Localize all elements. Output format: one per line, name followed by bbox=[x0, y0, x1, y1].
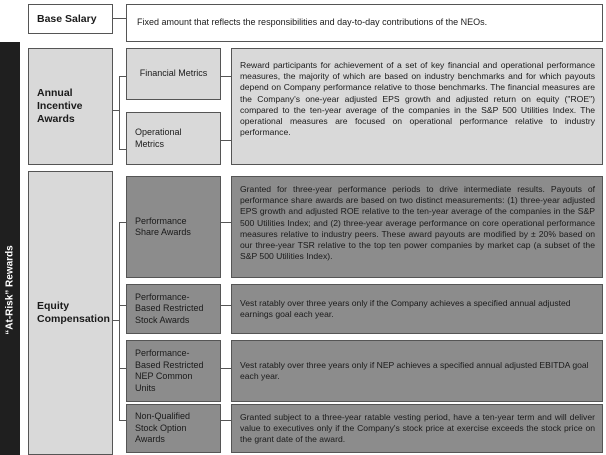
base-salary-title: Base Salary bbox=[37, 12, 97, 25]
stock-option-awards-description: Granted subject to a three-year ratable vesting period, have a ten-year term and will deliver value to executives only if the Company's stock price at exercise exceeds the stock price on the grant date of the award. bbox=[240, 411, 595, 445]
nep-common-units-box bbox=[126, 340, 221, 402]
restricted-stock-awards-label-3: Stock Awards bbox=[135, 314, 190, 325]
at-risk-rewards-label: “At-Risk” Rewards bbox=[4, 245, 16, 335]
base-salary-description-box bbox=[126, 4, 603, 42]
annual-incentive-title-2: Incentive bbox=[37, 100, 83, 112]
nep-common-units-label-1: Performance- bbox=[135, 348, 190, 358]
stock-option-awards-box bbox=[126, 404, 221, 453]
connector-base-salary bbox=[113, 18, 126, 19]
connector-ai-financial bbox=[119, 76, 126, 77]
equity-compensation-title-1: Equity bbox=[37, 300, 70, 312]
operational-metrics-box bbox=[126, 112, 221, 165]
nep-common-units-label-3: NEP Common bbox=[135, 371, 193, 381]
stock-option-awards-label-3: Awards bbox=[135, 434, 165, 445]
annual-incentive-description: Reward participants for achievement of a set of key financial and operational performance measures, the majority of which are based on industry benchmarks and for which payouts depend on Company performance relative to those benchmarks. The financial measures are the Company's one-year adjusted EPS growth and adjusted return on equity ("ROE") compared to the ten-year average of the companies in the S&P 500 Utilities Index. The operational measures are focused on operational performance relative to industry performance. bbox=[240, 60, 595, 138]
connector-eq-stub bbox=[113, 320, 119, 321]
connector-operational-desc bbox=[221, 140, 231, 141]
at-risk-rewards-bar bbox=[0, 42, 20, 455]
stock-option-awards-description-box bbox=[231, 404, 603, 453]
base-salary-box bbox=[28, 4, 113, 34]
performance-share-awards-description-box bbox=[231, 176, 603, 278]
stock-option-awards-label-2: Stock Option bbox=[135, 422, 187, 433]
restricted-stock-awards-box bbox=[126, 284, 221, 334]
performance-share-awards-box bbox=[126, 176, 221, 278]
annual-incentive-title-3: Awards bbox=[37, 113, 75, 125]
nep-common-units-label-2: Based Restricted bbox=[135, 359, 204, 370]
connector-ai-vertical bbox=[119, 76, 120, 149]
financial-metrics-label: Financial Metrics bbox=[139, 68, 208, 79]
operational-metrics-label-2: Metrics bbox=[135, 138, 164, 149]
performance-share-awards-label-1: Performance bbox=[135, 215, 187, 226]
connector-eq-3-desc bbox=[221, 368, 231, 369]
base-salary-description: Fixed amount that reflects the responsibilities and day-to-day contributions of the NEOs. bbox=[137, 17, 488, 28]
financial-metrics-box bbox=[126, 48, 221, 100]
connector-financial-desc bbox=[221, 76, 231, 77]
equity-compensation-box bbox=[28, 171, 113, 455]
connector-eq-1-desc bbox=[221, 222, 231, 223]
performance-share-awards-description: Granted for three-year performance periods to drive intermediate results. Payouts of performance share awards are based on two distinct measurements: (1) three-year adjusted EPS growth and adjusted ROE relative to the ten-year average of the companies in the S&P 500 Utilities Index; and (2) three-year average performance on core operational performance measures relative to industry peers. These award payouts are modified by ± 20% based on our three-year TSR relative to the top ten power companies by market cap (a subset of the S&P 500 Utilities Index). bbox=[240, 184, 595, 262]
connector-eq-vertical bbox=[119, 222, 120, 420]
restricted-stock-awards-description: Vest ratably over three years only if the Company achieves a specified annual adjusted earnings goal each year. bbox=[240, 297, 571, 319]
connector-eq-2 bbox=[119, 305, 126, 306]
connector-eq-2-desc bbox=[221, 305, 231, 306]
nep-common-units-description: Vest ratably over three years only if NEP achieves a specified annual adjusted EBITDA goal each year. bbox=[240, 359, 589, 381]
annual-incentive-description-box bbox=[231, 48, 603, 165]
restricted-stock-awards-label-2: Based Restricted bbox=[135, 303, 204, 314]
connector-eq-1 bbox=[119, 222, 126, 223]
performance-share-awards-label-2: Share Awards bbox=[135, 227, 191, 237]
connector-eq-4-desc bbox=[221, 420, 231, 421]
operational-metrics-label-1: Operational bbox=[135, 127, 182, 137]
restricted-stock-awards-label-1: Performance- bbox=[135, 291, 190, 302]
nep-common-units-description-box bbox=[231, 340, 603, 402]
stock-option-awards-label-1: Non-Qualified bbox=[135, 411, 191, 422]
connector-ai-operational bbox=[119, 149, 126, 150]
equity-compensation-title-2: Compensation bbox=[37, 313, 110, 325]
connector-eq-3 bbox=[119, 368, 126, 369]
restricted-stock-awards-description-box bbox=[231, 284, 603, 334]
connector-eq-4 bbox=[119, 420, 126, 421]
nep-common-units-label-4: Units bbox=[135, 382, 156, 393]
annual-incentive-title-1: Annual bbox=[37, 87, 73, 99]
connector-ai-stub bbox=[113, 110, 119, 111]
annual-incentive-box bbox=[28, 48, 113, 165]
